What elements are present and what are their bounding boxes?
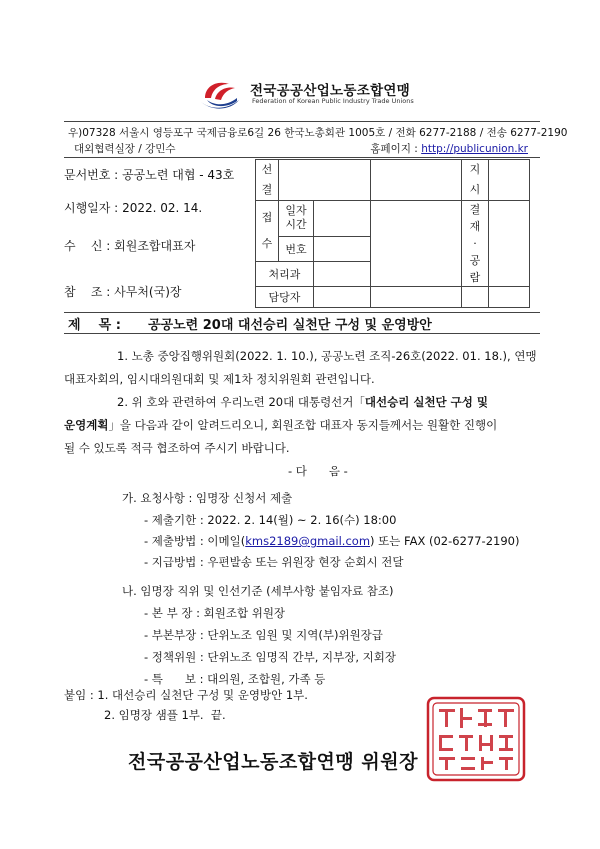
approval-seon-gyeol: 선 결 bbox=[256, 160, 279, 201]
approval-blank-2 bbox=[371, 160, 462, 201]
section-heading: - 다 음 - bbox=[288, 464, 348, 478]
approval-person: 담당자 bbox=[256, 287, 314, 308]
item-na-4: - 특 보 : 대의원, 조합원, 가족 등 bbox=[144, 672, 326, 686]
body-p1-line2: 대표자회의, 임시대의원대회 및 제1차 정치위원회 관련입니다. bbox=[64, 372, 375, 386]
receiver-value: 회원조합대표자 bbox=[114, 239, 196, 253]
body-p2-line1b: 대선승리 실천단 구성 및 bbox=[364, 395, 488, 409]
receiver bbox=[64, 237, 195, 254]
org-name-korean: 전국공공산업노동조합연맹 bbox=[250, 83, 411, 99]
subject-bar bbox=[64, 312, 540, 334]
item-ga-method: - 제출방법 : 이메일(kms2189@gmail.com) 또는 FAX (02-6277-2190) bbox=[144, 534, 520, 548]
homepage-link[interactable]: http://publicunion.kr bbox=[421, 143, 528, 155]
item-na-2: - 부본부장 : 단위노조 임원 및 지역(부)위원장급 bbox=[144, 628, 383, 642]
body-p2-line2b: 」을 다음과 같이 알려드리오니, 회원조합 대표자 동지들께서는 원활한 진행이 bbox=[108, 418, 498, 432]
approval-date-time: 일자 시간 bbox=[279, 201, 314, 237]
receiver-label: 수 신 : bbox=[64, 239, 111, 253]
official-seal-icon bbox=[424, 695, 528, 783]
approval-dept: 처리과 bbox=[256, 261, 314, 286]
issue-date-label: 시행일자 : bbox=[64, 201, 119, 215]
reference bbox=[64, 283, 181, 300]
approval-date-value bbox=[314, 201, 371, 237]
approval-blank-1 bbox=[279, 160, 371, 201]
body-p2-line3: 될 수 있도록 적극 협조하여 주시기 바랍니다. bbox=[64, 441, 290, 455]
item-ga-delivery: - 지급방법 : 우편발송 또는 위원장 현장 순회시 전달 bbox=[144, 555, 404, 569]
issue-date-value: 2022. 02. 14. bbox=[122, 201, 203, 215]
body-p2-line2a: 운영계획 bbox=[64, 418, 109, 432]
approval-blank-7 bbox=[462, 287, 489, 308]
approval-blank-3 bbox=[489, 160, 530, 201]
union-logo-icon bbox=[197, 76, 243, 112]
issue-date bbox=[64, 199, 202, 216]
approval-instruction: 지 시 bbox=[462, 160, 489, 201]
item-ga-deadline: - 제출기한 : 2022. 2. 14(월) ~ 2. 16(수) 18:00 bbox=[144, 513, 397, 527]
signature-line: 전국공공산업노동조합연맹 위원장 bbox=[128, 751, 418, 773]
approval-person-value bbox=[314, 287, 371, 308]
approval-jeop-su: 접 수 bbox=[256, 201, 279, 262]
attachment-line-2: 2. 임명장 샘플 1부. 끝. bbox=[104, 708, 226, 722]
email-link[interactable]: kms2189@gmail.com bbox=[245, 534, 371, 548]
doc-number-value: 공공노련 대협 - 43호 bbox=[122, 168, 235, 182]
approval-table bbox=[255, 159, 530, 308]
address-box bbox=[64, 121, 568, 158]
address-line: 우)07328 서울시 영등포구 국제금융로6길 26 한국노총회관 1005호 / 전화 6277-2188 / 전송 6277-2190 bbox=[68, 127, 568, 139]
approval-number: 번호 bbox=[279, 236, 314, 261]
doc-number-label: 문서번호 : bbox=[64, 168, 119, 182]
approval-number-value bbox=[314, 236, 371, 261]
doc-number bbox=[64, 166, 234, 183]
body-paragraph-2 bbox=[64, 391, 544, 460]
attachment-line-1: 붙임 : 1. 대선승리 실천단 구성 및 운영방안 1부. bbox=[64, 688, 308, 702]
body-paragraph-1 bbox=[64, 345, 544, 391]
body-p1-line1: 1. 노총 중앙집행위원회(2022. 1. 10.), 공공노련 조직-26호(2022. 01. 18.), 연맹 bbox=[117, 349, 537, 363]
item-na-3: - 정책위원 : 단위노조 임명직 간부, 지부장, 지회장 bbox=[144, 650, 396, 664]
approval-blank-5 bbox=[489, 201, 530, 287]
homepage-label: 홈페이지 : bbox=[370, 143, 422, 155]
approval-blank-8 bbox=[489, 287, 530, 308]
contact-person: 대외협력실장 / 강민수 bbox=[74, 143, 176, 155]
item-ga-title: 가. 요청사항 : 임명장 신청서 제출 bbox=[122, 491, 293, 505]
approval-dept-value bbox=[314, 261, 371, 286]
reference-label: 참 조 : bbox=[64, 285, 111, 299]
subject-label: 제 목 : bbox=[68, 318, 121, 333]
approval-gyeoljae: 결 재 · 공 람 bbox=[462, 201, 489, 287]
approval-blank-4 bbox=[371, 201, 462, 287]
org-name-english: Federation of Korean Public Industry Trade Unions bbox=[252, 97, 414, 105]
reference-value: 사무처(국)장 bbox=[114, 285, 182, 299]
subject-text: 공공노련 20대 대선승리 실천단 구성 및 운영방안 bbox=[148, 318, 432, 333]
homepage bbox=[370, 141, 528, 156]
item-na-title: 나. 임명장 직위 및 인선기준 (세부사항 붙임자료 참조) bbox=[122, 584, 394, 598]
approval-blank-6 bbox=[371, 287, 462, 308]
body-p2-line1a: 2. 위 호와 관련하여 우리노련 20대 대통령선거「 bbox=[117, 395, 365, 409]
item-na-1: - 본 부 장 : 회원조합 위원장 bbox=[144, 606, 286, 620]
